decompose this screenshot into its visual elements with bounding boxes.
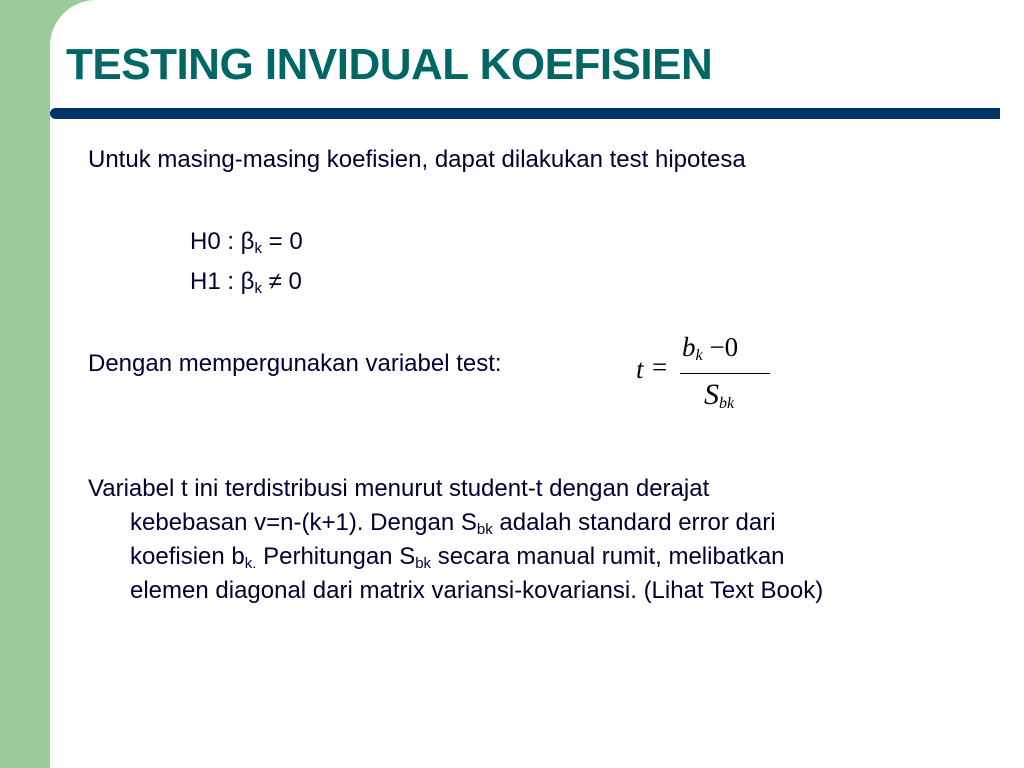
line-2-subscript: bk	[476, 521, 493, 538]
h0-suffix: = 0	[262, 228, 303, 255]
line-2-text-a: kebebasan v=n-(k+1). Dengan S	[130, 509, 477, 536]
t-statistic-formula	[630, 330, 790, 420]
line-3-subscript-2: bk	[415, 555, 432, 572]
h1-subscript: k	[254, 280, 262, 297]
line-3-text-c: secara manual rumit, melibatkan	[431, 543, 785, 570]
h1-prefix: H1 : β	[190, 268, 255, 295]
h0-prefix: H0 : β	[190, 228, 255, 255]
h0-subscript: k	[254, 240, 262, 257]
formula-denominator	[704, 378, 734, 412]
line-3-text-a: koefisien b	[130, 543, 245, 570]
formula-equals: =	[652, 352, 668, 382]
numerator-minus: −	[709, 332, 725, 362]
line-3-text-b: Perhitungan S	[256, 543, 416, 570]
numerator-zero: 0	[724, 332, 739, 362]
line-2-text-b: adalah standard error dari	[492, 509, 776, 536]
fraction-bar	[680, 373, 770, 374]
denominator-subscript: bk	[719, 395, 735, 412]
hypothesis-h0	[190, 228, 303, 256]
test-variable-label: Dengan mempergunakan variabel test:	[88, 350, 502, 377]
slide-title: TESTING INVIDUAL KOEFISIEN	[66, 40, 713, 89]
title-divider	[50, 108, 1000, 119]
formula-numerator	[682, 332, 738, 363]
side-accent-bar	[0, 0, 50, 768]
h1-suffix: ≠ 0	[262, 268, 302, 295]
formula-lhs: t	[636, 354, 644, 384]
paragraph-line-2	[88, 506, 968, 540]
paragraph-line-3	[88, 540, 968, 574]
intro-text: Untuk masing-masing koefisien, dapat dilakukan test hipotesa	[88, 146, 746, 173]
paragraph-line-4: elemen diagonal dari matrix variansi-kovariansi. (Lihat Text Book)	[130, 577, 824, 604]
line-3-subscript: k.	[244, 555, 257, 572]
denominator-var: S	[704, 378, 719, 411]
explanation-paragraph	[88, 472, 968, 608]
numerator-var: b	[682, 332, 696, 362]
hypothesis-h1	[190, 268, 302, 296]
numerator-subscript: k	[695, 347, 703, 364]
paragraph-line-1: Variabel t ini terdistribusi menurut student-t dengan derajat	[88, 475, 710, 502]
